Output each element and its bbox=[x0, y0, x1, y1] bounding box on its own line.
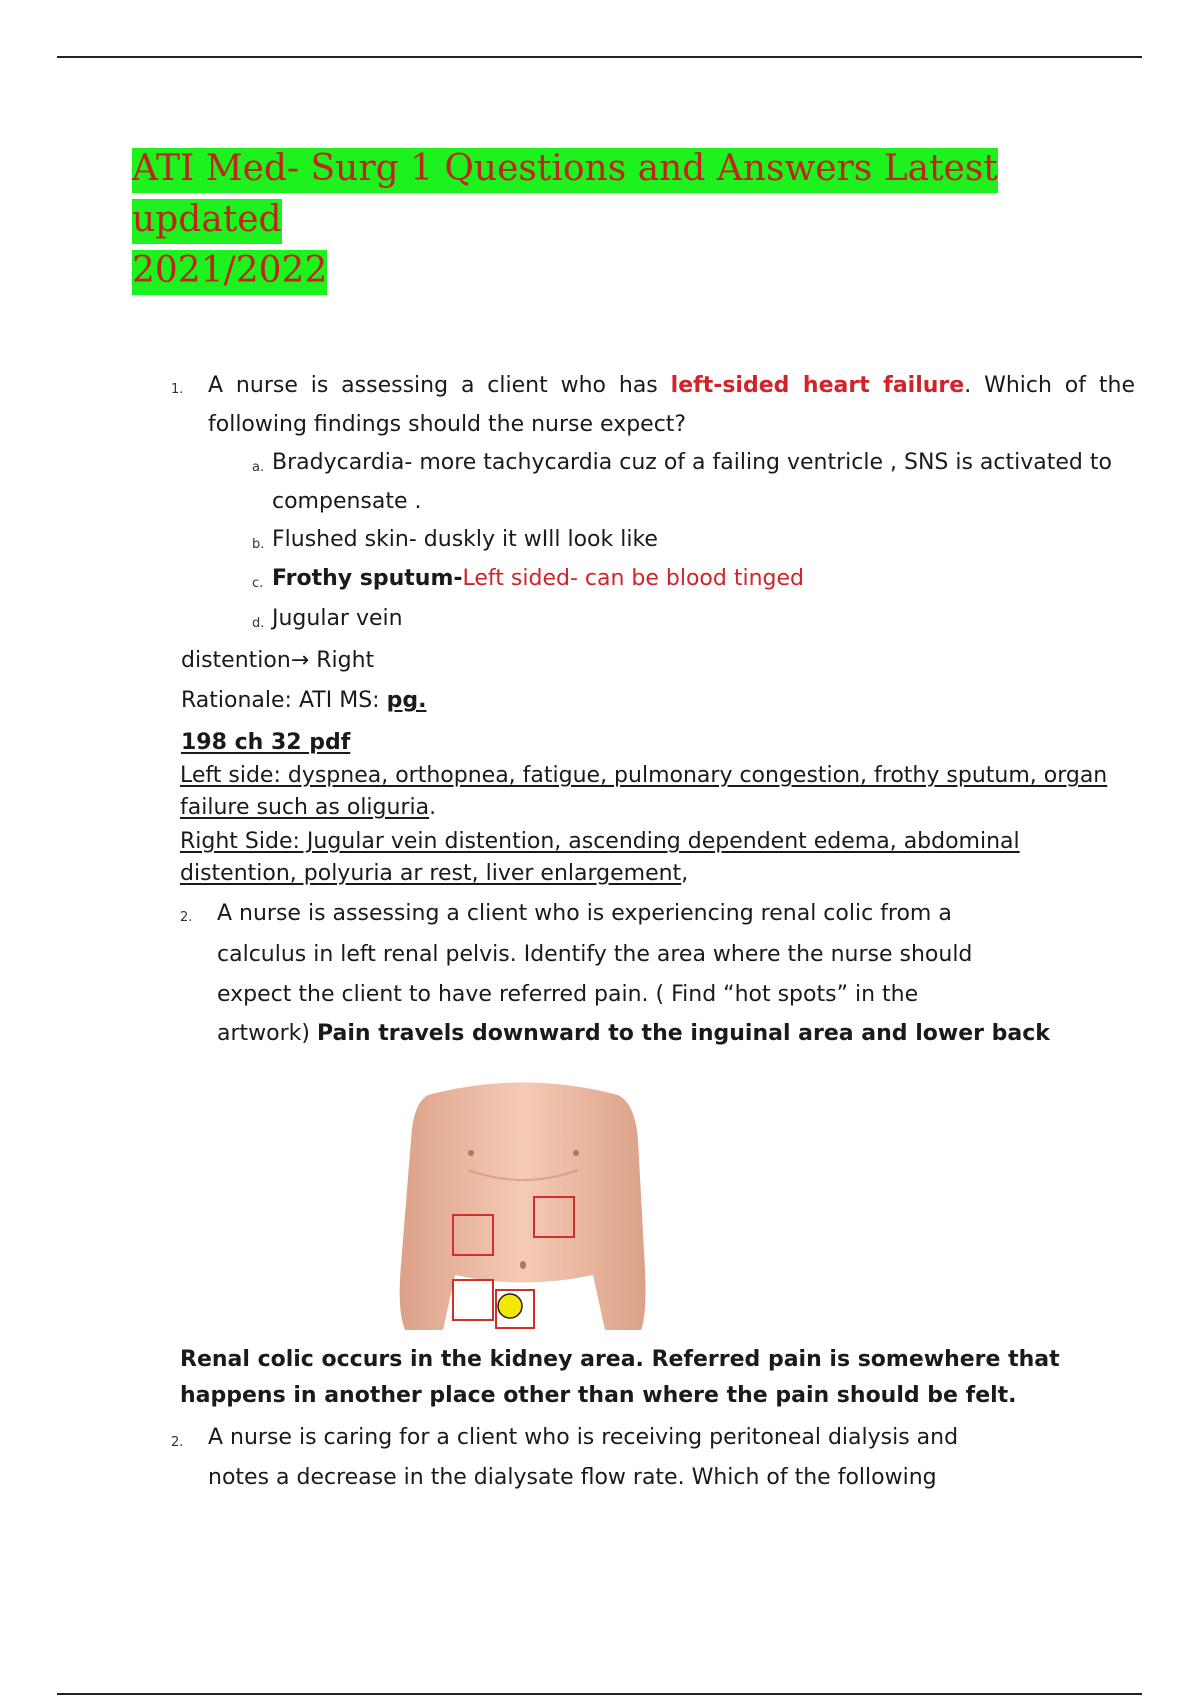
left-side-note bbox=[180, 760, 1107, 824]
q2-line-1: A nurse is assessing a client who is experiencing renal colic from a bbox=[217, 901, 952, 926]
page-title bbox=[132, 143, 1132, 296]
option-b-marker: b. bbox=[252, 537, 265, 552]
q1-line-1-pre: A nurse is assessing a client who has bbox=[208, 373, 658, 398]
hotspot-box-lower-left[interactable] bbox=[453, 1280, 493, 1320]
rationale-line bbox=[181, 681, 426, 720]
torso-artwork bbox=[383, 1065, 663, 1335]
q2-explanation bbox=[180, 1342, 1060, 1414]
q1-number: 1. bbox=[171, 382, 184, 397]
q2-number: 2. bbox=[180, 910, 193, 925]
title-line-1: ATI Med- Surg 1 Questions and Answers Latest updated bbox=[132, 148, 998, 244]
q2-line-4 bbox=[217, 1014, 1050, 1053]
q3-line-1: A nurse is caring for a client who is receiving peritoneal dialysis and bbox=[208, 1425, 959, 1450]
option-a-marker: a. bbox=[252, 460, 265, 475]
after-options-text: distention→ Right bbox=[181, 648, 375, 673]
option-d-marker: d. bbox=[252, 616, 265, 631]
right-side-line-1: Right Side: Jugular vein distention, ascending dependent edema, abdominal bbox=[180, 829, 1020, 854]
left-side-line-2: failure such as oliguria bbox=[180, 795, 430, 820]
option-c-bold: Frothy sputum- bbox=[272, 566, 463, 591]
q2-line-2: calculus in left renal pelvis. Identify the area where the nurse should bbox=[217, 942, 973, 967]
q1-highlight: left-sided heart failure bbox=[670, 373, 965, 398]
selected-hotspot-marker[interactable] bbox=[498, 1294, 522, 1318]
right-side-end: , bbox=[681, 861, 689, 886]
rationale-ref: 198 ch 32 pdf bbox=[181, 730, 351, 755]
rationale-label: Rationale: ATI MS: bbox=[181, 688, 380, 713]
bottom-rule bbox=[57, 1693, 1142, 1695]
option-c-text bbox=[272, 559, 804, 598]
q2-answer-bold: Pain travels downward to the inguinal area and lower back bbox=[316, 1021, 1050, 1046]
option-a-text: Bradycardia- more tachycardia cuz of a failing ventricle , SNS is activated to bbox=[272, 450, 1112, 475]
right-side-note bbox=[180, 826, 1020, 890]
right-side-line-2: distention, polyuria ar rest, liver enlargement bbox=[180, 861, 682, 886]
left-side-end: . bbox=[429, 795, 437, 820]
option-a-text-cont: compensate . bbox=[272, 489, 422, 514]
q2-line-3: expect the client to have referred pain. ( Find “hot spots” in the bbox=[217, 982, 919, 1007]
option-b-text: Flushed skin- duskly it wIll look like bbox=[272, 527, 658, 552]
right-nipple bbox=[573, 1150, 579, 1156]
q3-number: 2. bbox=[171, 1435, 184, 1450]
option-d-text: Jugular vein bbox=[272, 606, 403, 631]
q2-explanation-line-1: Renal colic occurs in the kidney area. Referred pain is somewhere that bbox=[180, 1347, 1060, 1372]
q2-line-4-pre: artwork) bbox=[217, 1021, 310, 1046]
left-nipple bbox=[468, 1150, 474, 1156]
navel bbox=[520, 1261, 526, 1269]
top-rule bbox=[57, 56, 1142, 58]
q2-explanation-line-2: happens in another place other than where the pain should be felt. bbox=[180, 1383, 1017, 1408]
title-line-2: 2021/2022 bbox=[132, 250, 327, 295]
q3-line-2: notes a decrease in the dialysate flow rate. Which of the following bbox=[208, 1465, 937, 1490]
torso-shape bbox=[400, 1083, 646, 1331]
q1-line-1-post: . Which of the bbox=[964, 373, 1135, 398]
left-side-line-1: Left side: dyspnea, orthopnea, fatigue, pulmonary congestion, frothy sputum, organ bbox=[180, 763, 1108, 788]
torso-svg bbox=[383, 1065, 663, 1335]
q1-line-2: following findings should the nurse expect? bbox=[208, 412, 687, 437]
option-c-marker: c. bbox=[252, 576, 264, 591]
option-c-red: Left sided- can be blood tinged bbox=[462, 566, 804, 591]
q1-line-1 bbox=[208, 366, 1135, 405]
rationale-pg: pg. bbox=[386, 688, 427, 713]
